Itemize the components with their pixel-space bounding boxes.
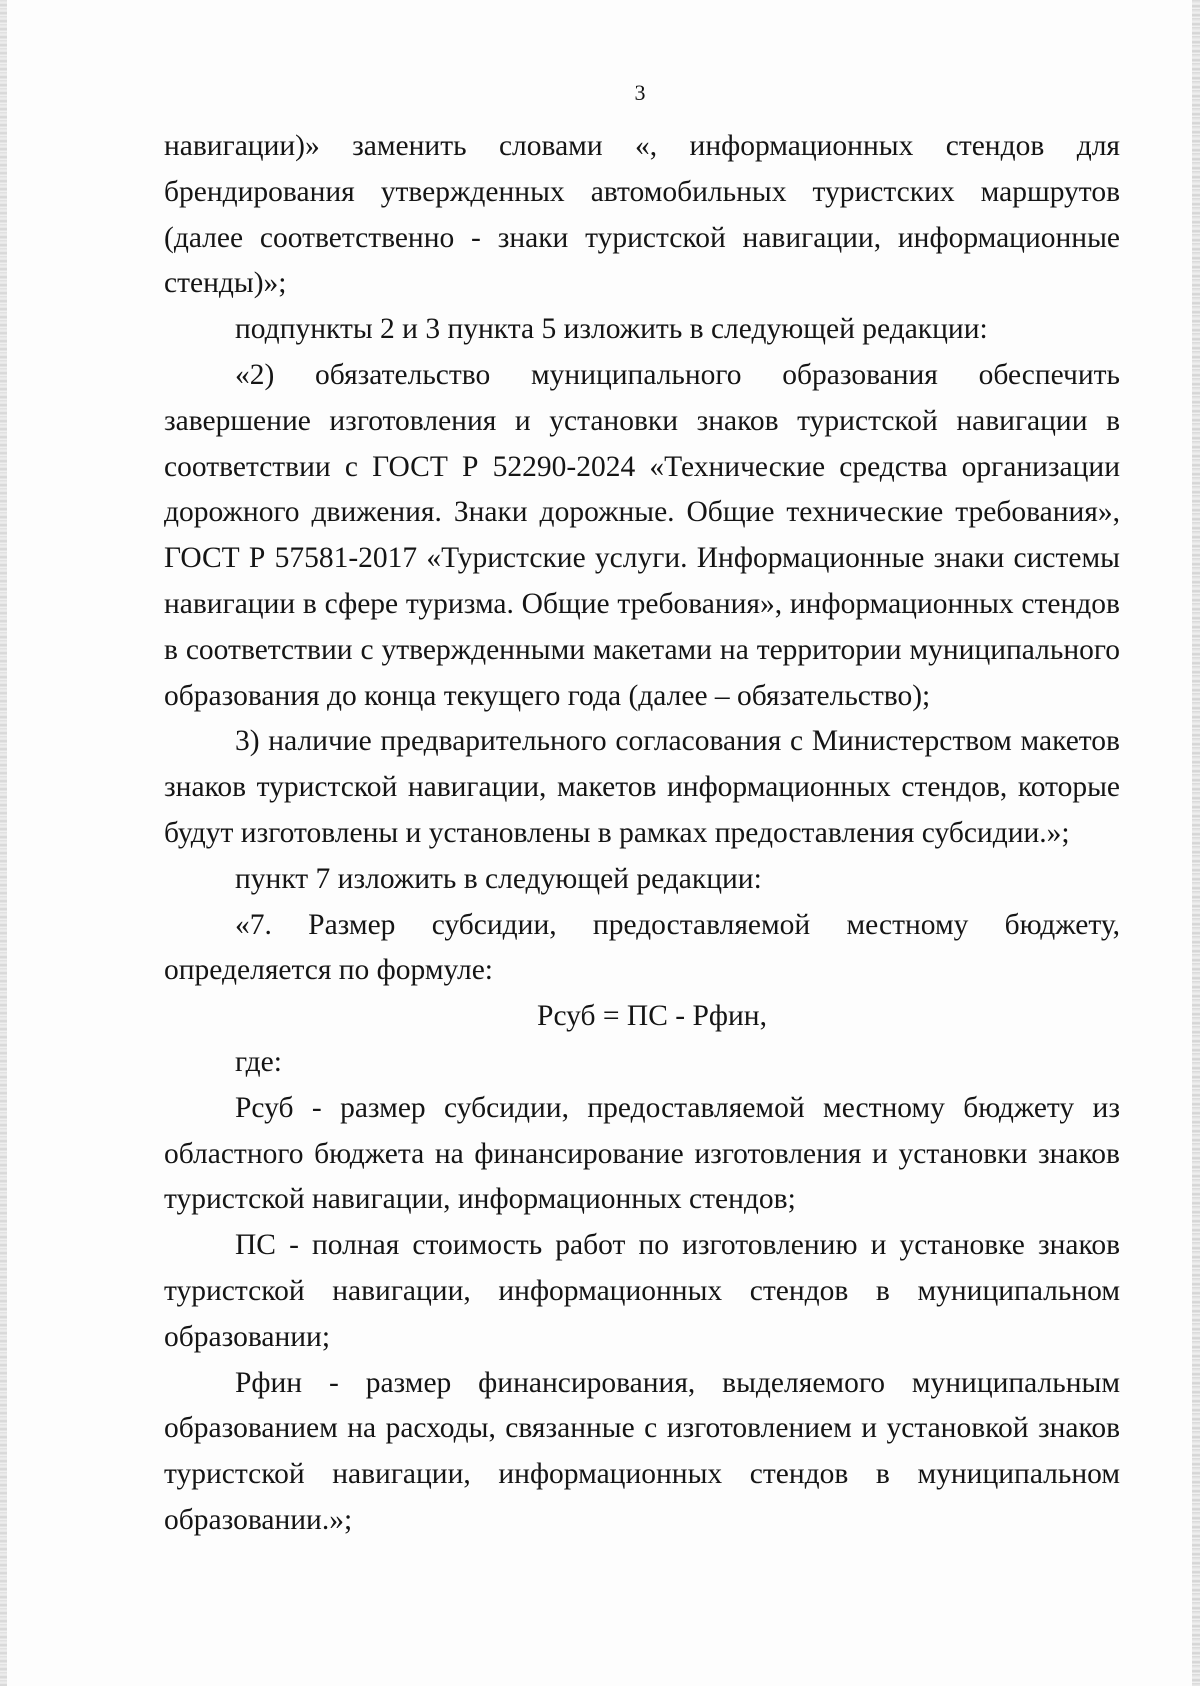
paragraph-subitem-2: «2) обязательство муниципального образования обеспечить завершение изготовления и установки знаков туристской навигации в соответствии с ГОСТ Р 52290-2024 «Технические средства организации дорожного движения. Знаки дорожные. Общие технические требования», ГОСТ Р 57581-2017 «Туристские услуги. Информационные знаки системы навигации в сфере туризма. Общие требования», информационных стендов в соответствии с утвержденными макетами на территории муниципального образования до конца текущего года (далее – обязательство); xyxy=(164,358,1120,712)
scan-edge-right xyxy=(1192,0,1200,1686)
paragraph-continuation: навигации)» заменить словами «, информационных стендов для брендирования утвержденных автомобильных туристских маршрутов (далее соответственно - знаки туристской навигации, информационные стенды)»; xyxy=(164,130,1120,300)
paragraph-def-rsub: Рсуб - размер субсидии, предоставляемой местному бюджету из областного бюджета на финансирование изготовления и установки знаков туристской навигации, информационных стендов; xyxy=(164,1091,1120,1216)
paragraph-amendment-item5: подпункты 2 и 3 пункта 5 изложить в следующей редакции: xyxy=(235,313,988,346)
paragraph-subitem-3: 3) наличие предварительного согласования с Министерством макетов знаков туристской навигации, макетов информационных стендов, которые будут изготовлены и установлены в рамках предоставления субсидии.»; xyxy=(164,725,1120,849)
paragraph-def-ps: ПС - полная стоимость работ по изготовлению и установке знаков туристской навигации, информационных стендов в муниципальном образовании; xyxy=(164,1229,1120,1353)
formula: Рсуб = ПС - Рфин, xyxy=(537,1000,767,1033)
paragraph-amendment-item7: пункт 7 изложить в следующей редакции: xyxy=(235,862,762,895)
paragraph-item7: «7. Размер субсидии, предоставляемой местному бюджету, определяется по формуле: xyxy=(164,908,1120,987)
paragraph-def-rfin: Рфин - размер финансирования, выделяемого муниципальным образованием на расходы, связанные с изготовлением и установкой знаков туристской навигации, информационных стендов в муниципальном образовании.»; xyxy=(164,1366,1120,1536)
paragraph-where: где: xyxy=(235,1045,282,1078)
page-number: 3 xyxy=(634,80,646,105)
scan-edge-left xyxy=(0,0,7,1686)
document-body xyxy=(164,124,1120,1544)
